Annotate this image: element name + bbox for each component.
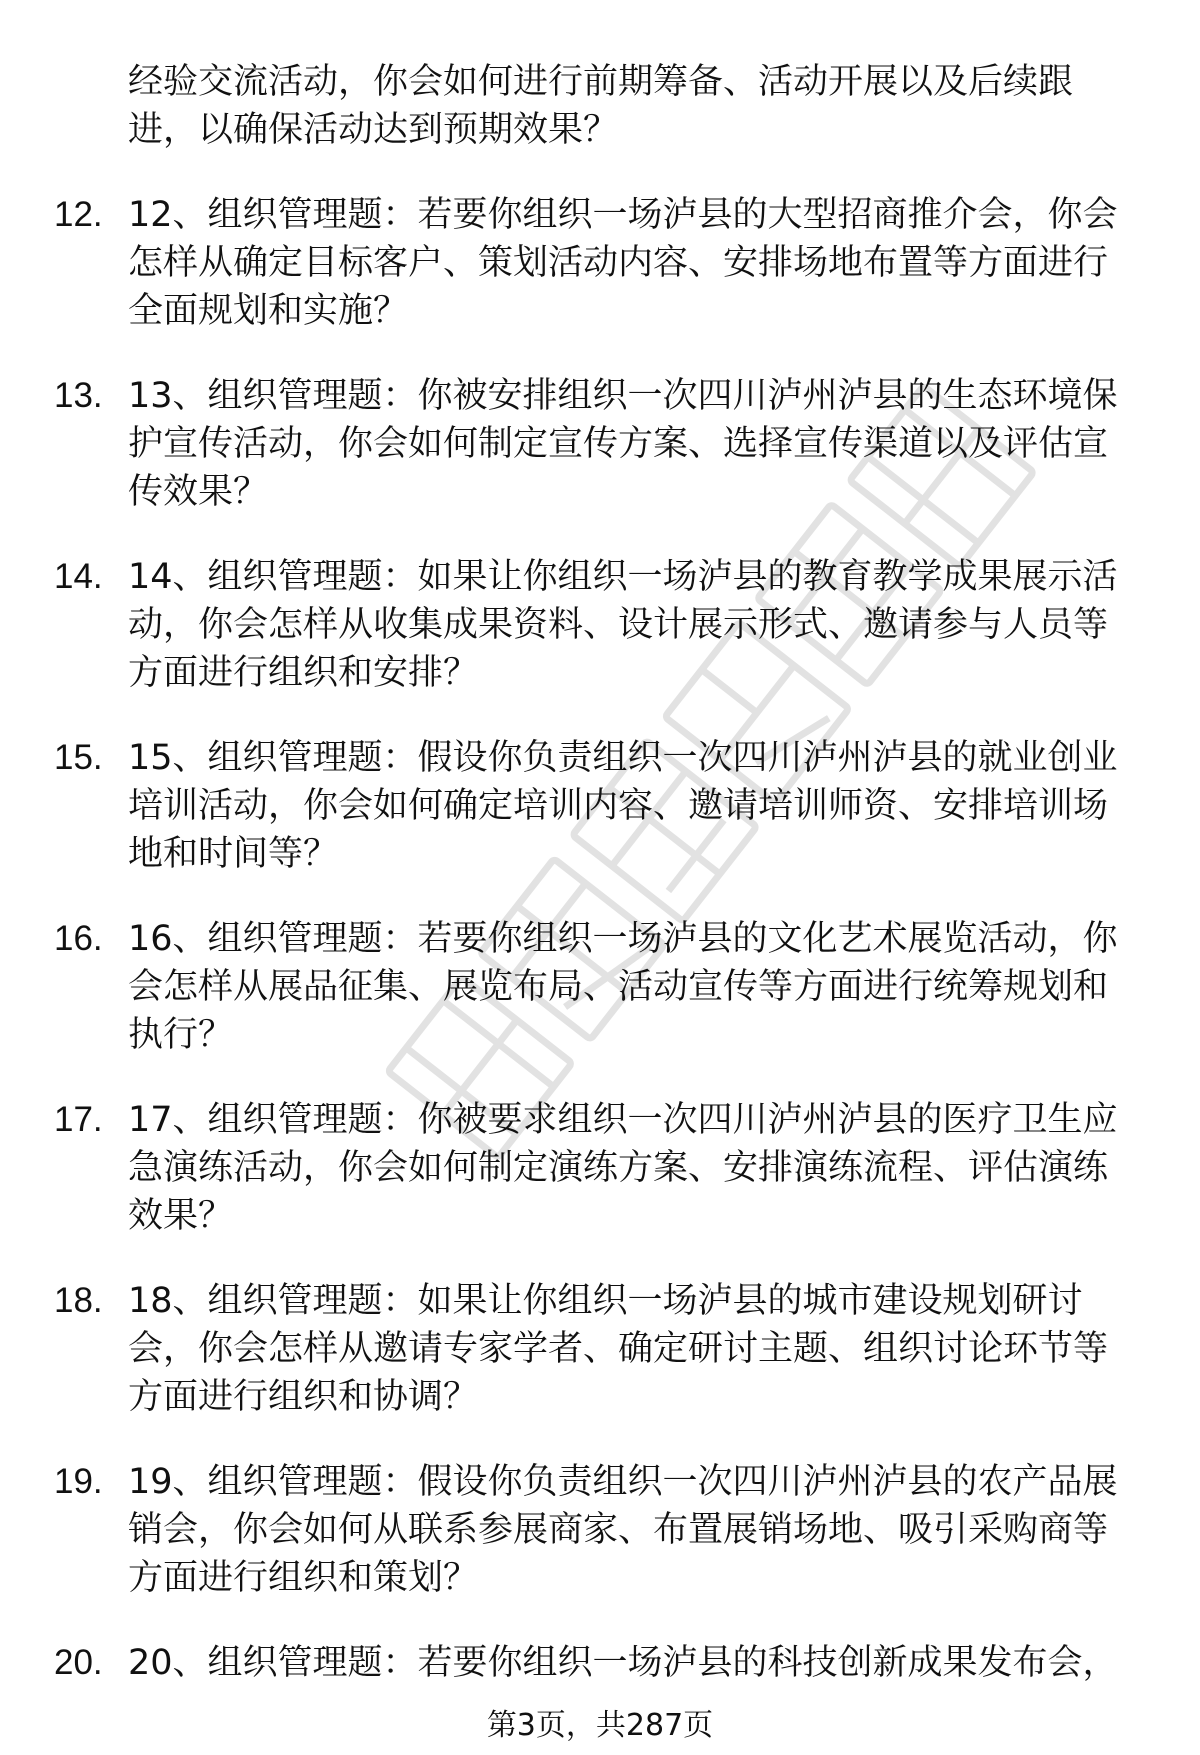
question-number: 20. bbox=[54, 1643, 103, 1682]
question-text: 19、组织管理题：假设你负责组织一次四川泸州泸县的农产品展销会，你会如何从联系参展商家、布置展销场地、吸引采购商等方面进行组织和策划？ bbox=[128, 1462, 1118, 1598]
question-text: 13、组织管理题：你被安排组织一次四川泸州泸县的生态环境保护宣传活动，你会如何制定宣传方案、选择宣传渠道以及评估宣传效果？ bbox=[128, 376, 1118, 512]
question-number: 15. bbox=[54, 738, 103, 777]
question-text: 18、组织管理题：如果让你组织一场泸县的城市建设规划研讨会，你会怎样从邀请专家学者、确定研讨主题、组织讨论环节等方面进行组织和协调？ bbox=[128, 1281, 1109, 1417]
question-item-19 bbox=[0, 1458, 1138, 1602]
question-item-15 bbox=[0, 734, 1138, 878]
question-number: 13. bbox=[54, 376, 103, 415]
question-number: 16. bbox=[54, 919, 103, 958]
document-body bbox=[0, 58, 1200, 1687]
question-item-17 bbox=[0, 1096, 1138, 1240]
question-item-14 bbox=[0, 553, 1138, 697]
question-text: 12、组织管理题：若要你组织一场泸县的大型招商推介会，你会怎样从确定目标客户、策划活动内容、安排场地布置等方面进行全面规划和实施？ bbox=[128, 195, 1118, 331]
question-text: 14、组织管理题：如果让你组织一场泸县的教育教学成果展示活动，你会怎样从收集成果资料、设计展示形式、邀请参与人员等方面进行组织和安排？ bbox=[128, 557, 1118, 693]
question-number: 19. bbox=[54, 1462, 103, 1501]
question-item-12 bbox=[0, 191, 1138, 335]
question-text: 15、组织管理题：假设你负责组织一次四川泸州泸县的就业创业培训活动，你会如何确定培训内容、邀请培训师资、安排培训场地和时间等？ bbox=[128, 738, 1118, 874]
question-text: 17、组织管理题：你被要求组织一次四川泸州泸县的医疗卫生应急演练活动，你会如何制定演练方案、安排演练流程、评估演练效果？ bbox=[128, 1100, 1118, 1236]
question-number: 18. bbox=[54, 1281, 103, 1320]
question-item-20 bbox=[0, 1639, 1138, 1687]
question-item-18 bbox=[0, 1277, 1138, 1421]
question-item-13 bbox=[0, 372, 1138, 516]
page-footer: 第3页，共287页 bbox=[486, 1708, 714, 1743]
question-text: 16、组织管理题：若要你组织一场泸县的文化艺术展览活动，你会怎样从展品征集、展览布局、活动宣传等方面进行统筹规划和执行？ bbox=[128, 919, 1118, 1055]
question-number: 12. bbox=[54, 195, 103, 234]
question-item-16 bbox=[0, 915, 1138, 1059]
question-number: 14. bbox=[54, 557, 103, 596]
question-number: 17. bbox=[54, 1100, 103, 1139]
question-text: 20、组织管理题：若要你组织一场泸县的科技创新成果发布会， bbox=[128, 1643, 1118, 1683]
question-continuation-text: 经验交流活动，你会如何进行前期筹备、活动开展以及后续跟进，以确保活动达到预期效果？ bbox=[128, 62, 1074, 150]
question-list bbox=[0, 191, 1200, 1687]
